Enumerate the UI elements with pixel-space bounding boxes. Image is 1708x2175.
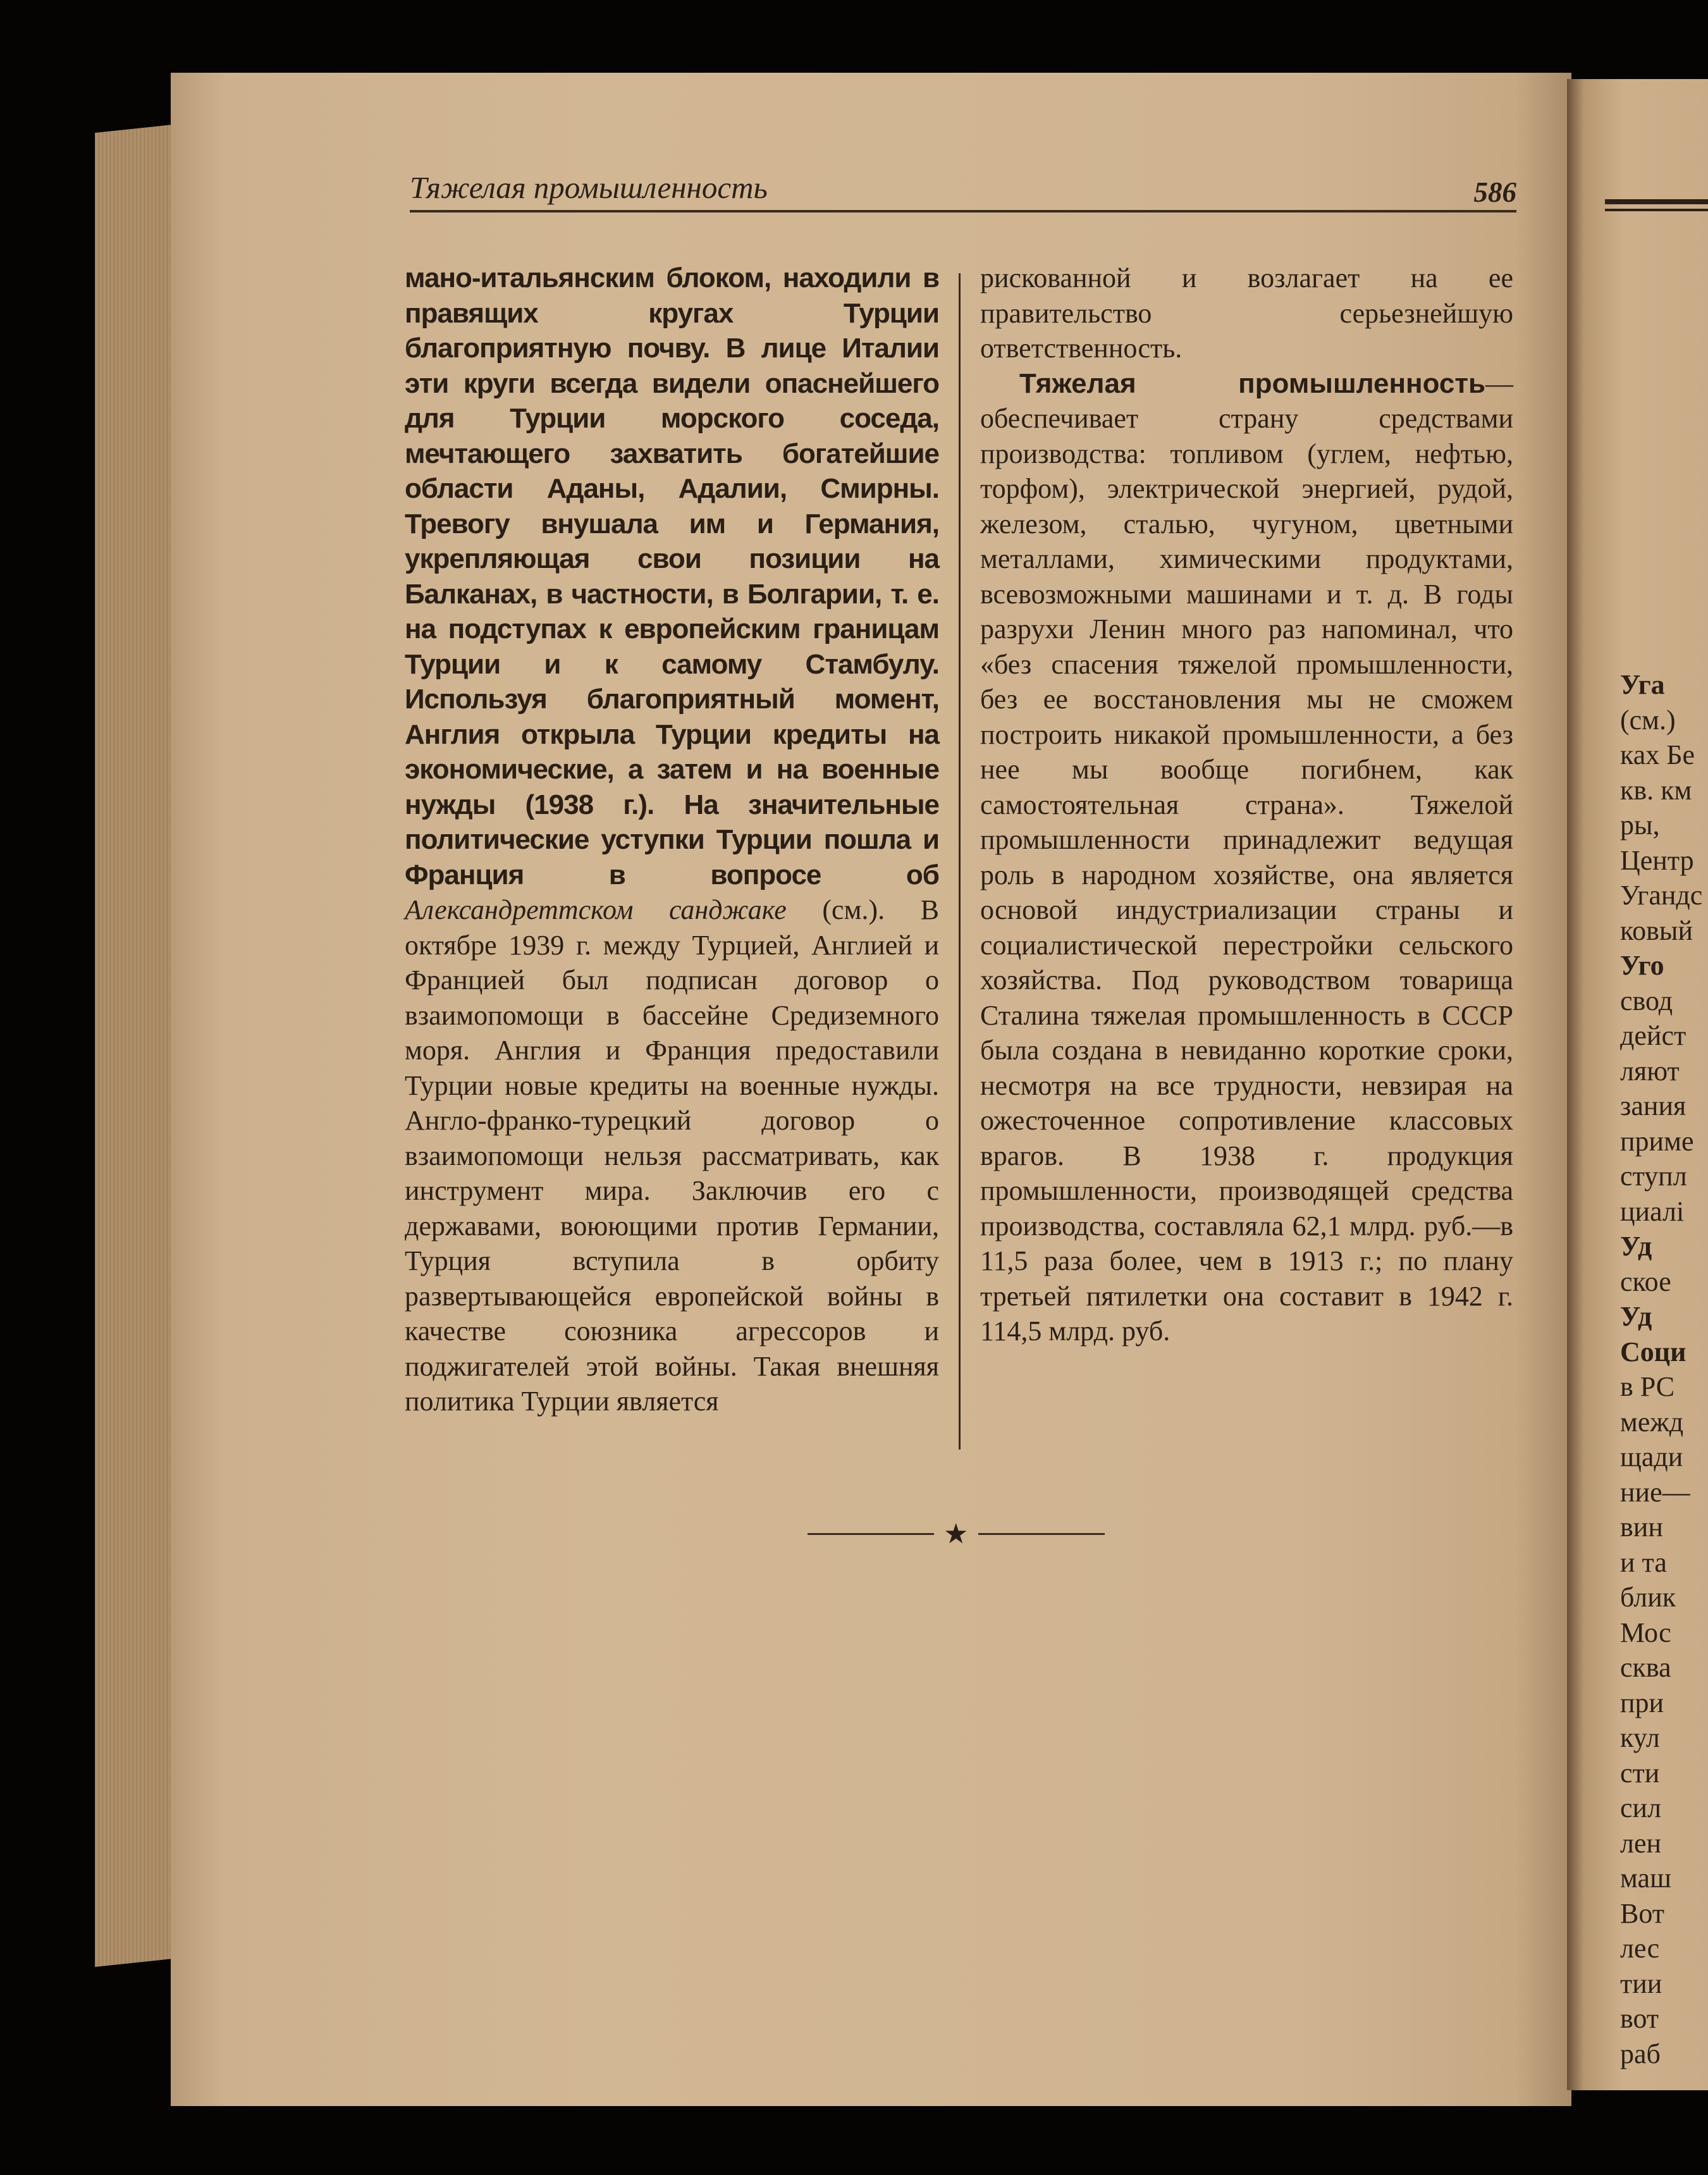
section-ornament xyxy=(808,1518,1105,1550)
article-entry xyxy=(980,366,1513,1349)
next-page-fragment: Угандс xyxy=(1620,880,1703,911)
ornament-line-left xyxy=(808,1533,934,1535)
italic-reference: Александреттском санджаке xyxy=(405,894,787,925)
next-page-fragment: (см.) xyxy=(1620,704,1676,736)
next-page-fragment: вин xyxy=(1620,1512,1663,1543)
next-page-header-rule-thin xyxy=(1605,209,1708,211)
next-page-header-rule xyxy=(1605,199,1708,204)
next-page-fragment: щади xyxy=(1620,1441,1683,1472)
ornament-line-right xyxy=(978,1533,1105,1535)
next-page-fragment: Соци xyxy=(1620,1336,1686,1367)
next-page-fragment: Вот xyxy=(1620,1897,1664,1929)
next-page-fragment: Мос xyxy=(1620,1617,1671,1648)
next-page-fragment: раб xyxy=(1620,2038,1661,2069)
next-page-fragment: ние— xyxy=(1620,1476,1690,1508)
next-page-fragment: зания xyxy=(1620,1090,1686,1121)
next-page-fragment: сил xyxy=(1620,1792,1662,1823)
next-page-fragment: Уд xyxy=(1620,1231,1652,1262)
left-column-body: мано-итальянским блоком, находили в правящих кругах Турции благоприятную почву. В лице Италии эти круги всегда видели опаснейшего для Турции морского соседа, мечтающего захватить богатейшие области Аданы, Адалии, Смирны. Тревогу внушала им и Германия, укрепляющая свои позиции на Балканах, в частности, в Болгарии, т. е. на подступах к европейским границам Турции и к самому Стамбулу. Используя благоприятный момент, Англия открыла Турции кредиты на экономические, а затем и на военные нужды (1938 г.). На значительные политические уступки Турции пошла и Франция в вопросе об xyxy=(405,262,939,890)
next-page-fragment: Уд xyxy=(1620,1301,1652,1332)
next-page-fragment: и та xyxy=(1620,1546,1667,1578)
next-page-fragment: тии xyxy=(1620,1968,1662,1999)
article-body: —обеспечивает страну средствами производства: топливом (углем, нефтью, торфом), электрической энергией, рудой, железом, сталью, чугуном, цветными металлами, химическими продуктами, всевозможными машинами и т. д. В годы разрухи Ленин много раз напоминал, что «без спасения тяжелой промышленности, без ее восстановления мы не сможем построить никакой промышленности, а без нее мы вообще погибнем, как самостоятельная страна». Тяжелой промышленности принадлежит ведущая роль в народном хозяйстве, она является основой индустриализации страны и социалистической перестройки сельского хозяйства. Под руководством товарища Сталина тяжелая промышленность в СССР была создана в невиданно короткие сроки, несмотря на все трудности, невзирая на ожесточенное сопротивление классовых врагов. В 1938 г. продукция промышленности, производящей средства производства, составляла 62,1 млрд. руб.—в 11,5 раза более, чем в 1913 г.; по плану третьей пятилетки она составит в 1942 г. 114,5 млрд. руб. xyxy=(980,367,1513,1346)
page-number: 586 xyxy=(1473,176,1516,208)
running-header xyxy=(410,166,1516,213)
right-column-continuation: рискованной и возлагает на ее правительство серьезнейшую ответственность. xyxy=(980,262,1513,364)
next-page-fragment: приме xyxy=(1620,1125,1694,1157)
left-column-text xyxy=(405,261,939,1419)
left-column xyxy=(405,261,939,1419)
next-page-fragment: вот xyxy=(1620,2003,1659,2034)
next-page-fragment: ках Бе xyxy=(1620,739,1695,770)
right-column xyxy=(980,261,1513,1349)
next-page-fragment: свод xyxy=(1620,985,1673,1016)
next-page-fragment: лен xyxy=(1620,1827,1662,1859)
next-page-fragment: ляют xyxy=(1620,1055,1680,1087)
next-page-fragment: Центр xyxy=(1620,844,1694,876)
next-page-fragment: лес xyxy=(1620,1933,1660,1964)
next-page-fragment: ское xyxy=(1620,1266,1671,1297)
next-page-fragment: блик xyxy=(1620,1582,1676,1613)
next-page-fragment: в РС xyxy=(1620,1371,1675,1402)
next-page-fragment: кв. км xyxy=(1620,774,1692,806)
next-page-fragment: ры, xyxy=(1620,810,1660,841)
next-page-fragment: сква xyxy=(1620,1652,1671,1683)
next-page-fragment: маш xyxy=(1620,1863,1671,1894)
next-page-fragment: при xyxy=(1620,1687,1664,1718)
next-page-fragment: Уга xyxy=(1620,669,1665,700)
header-title: Тяжелая промышленность xyxy=(410,170,768,205)
next-page-fragment: циалі xyxy=(1620,1195,1685,1227)
next-page-edge xyxy=(1567,79,1708,2090)
next-page-fragment: кул xyxy=(1620,1722,1660,1753)
next-page-text-fragments xyxy=(1620,667,1702,2071)
star-icon: ★ xyxy=(943,1519,969,1550)
next-page-fragment: Уго xyxy=(1620,950,1664,981)
column-divider xyxy=(959,273,961,1450)
left-column-body-continued: (см.). В октябре 1939 г. между Турцией, Англией и Францией был подписан договор о взаимопомощи в бассейне Средиземного моря. Англия и Франция предоставили Турции новые кредиты на военные нужды. Англо-франко-турецкий договор о взаимопомощи нельзя рассматривать, как инструмент мира. Заключив его с державами, воюющими против Германии, Турция вступила в орбиту развертывающейся европейской войны в качестве союзника агрессоров и поджигателей этой войны. Такая внешняя политика Турции является xyxy=(405,894,940,1417)
next-page-fragment: ступл xyxy=(1620,1161,1687,1192)
next-page-fragment: дейст xyxy=(1620,1020,1686,1051)
next-page-fragment: сти xyxy=(1620,1757,1660,1789)
next-page-fragment: ковый xyxy=(1620,915,1693,946)
article-term: Тяжелая промышленность xyxy=(1019,367,1485,399)
next-page-fragment: межд xyxy=(1620,1406,1684,1438)
